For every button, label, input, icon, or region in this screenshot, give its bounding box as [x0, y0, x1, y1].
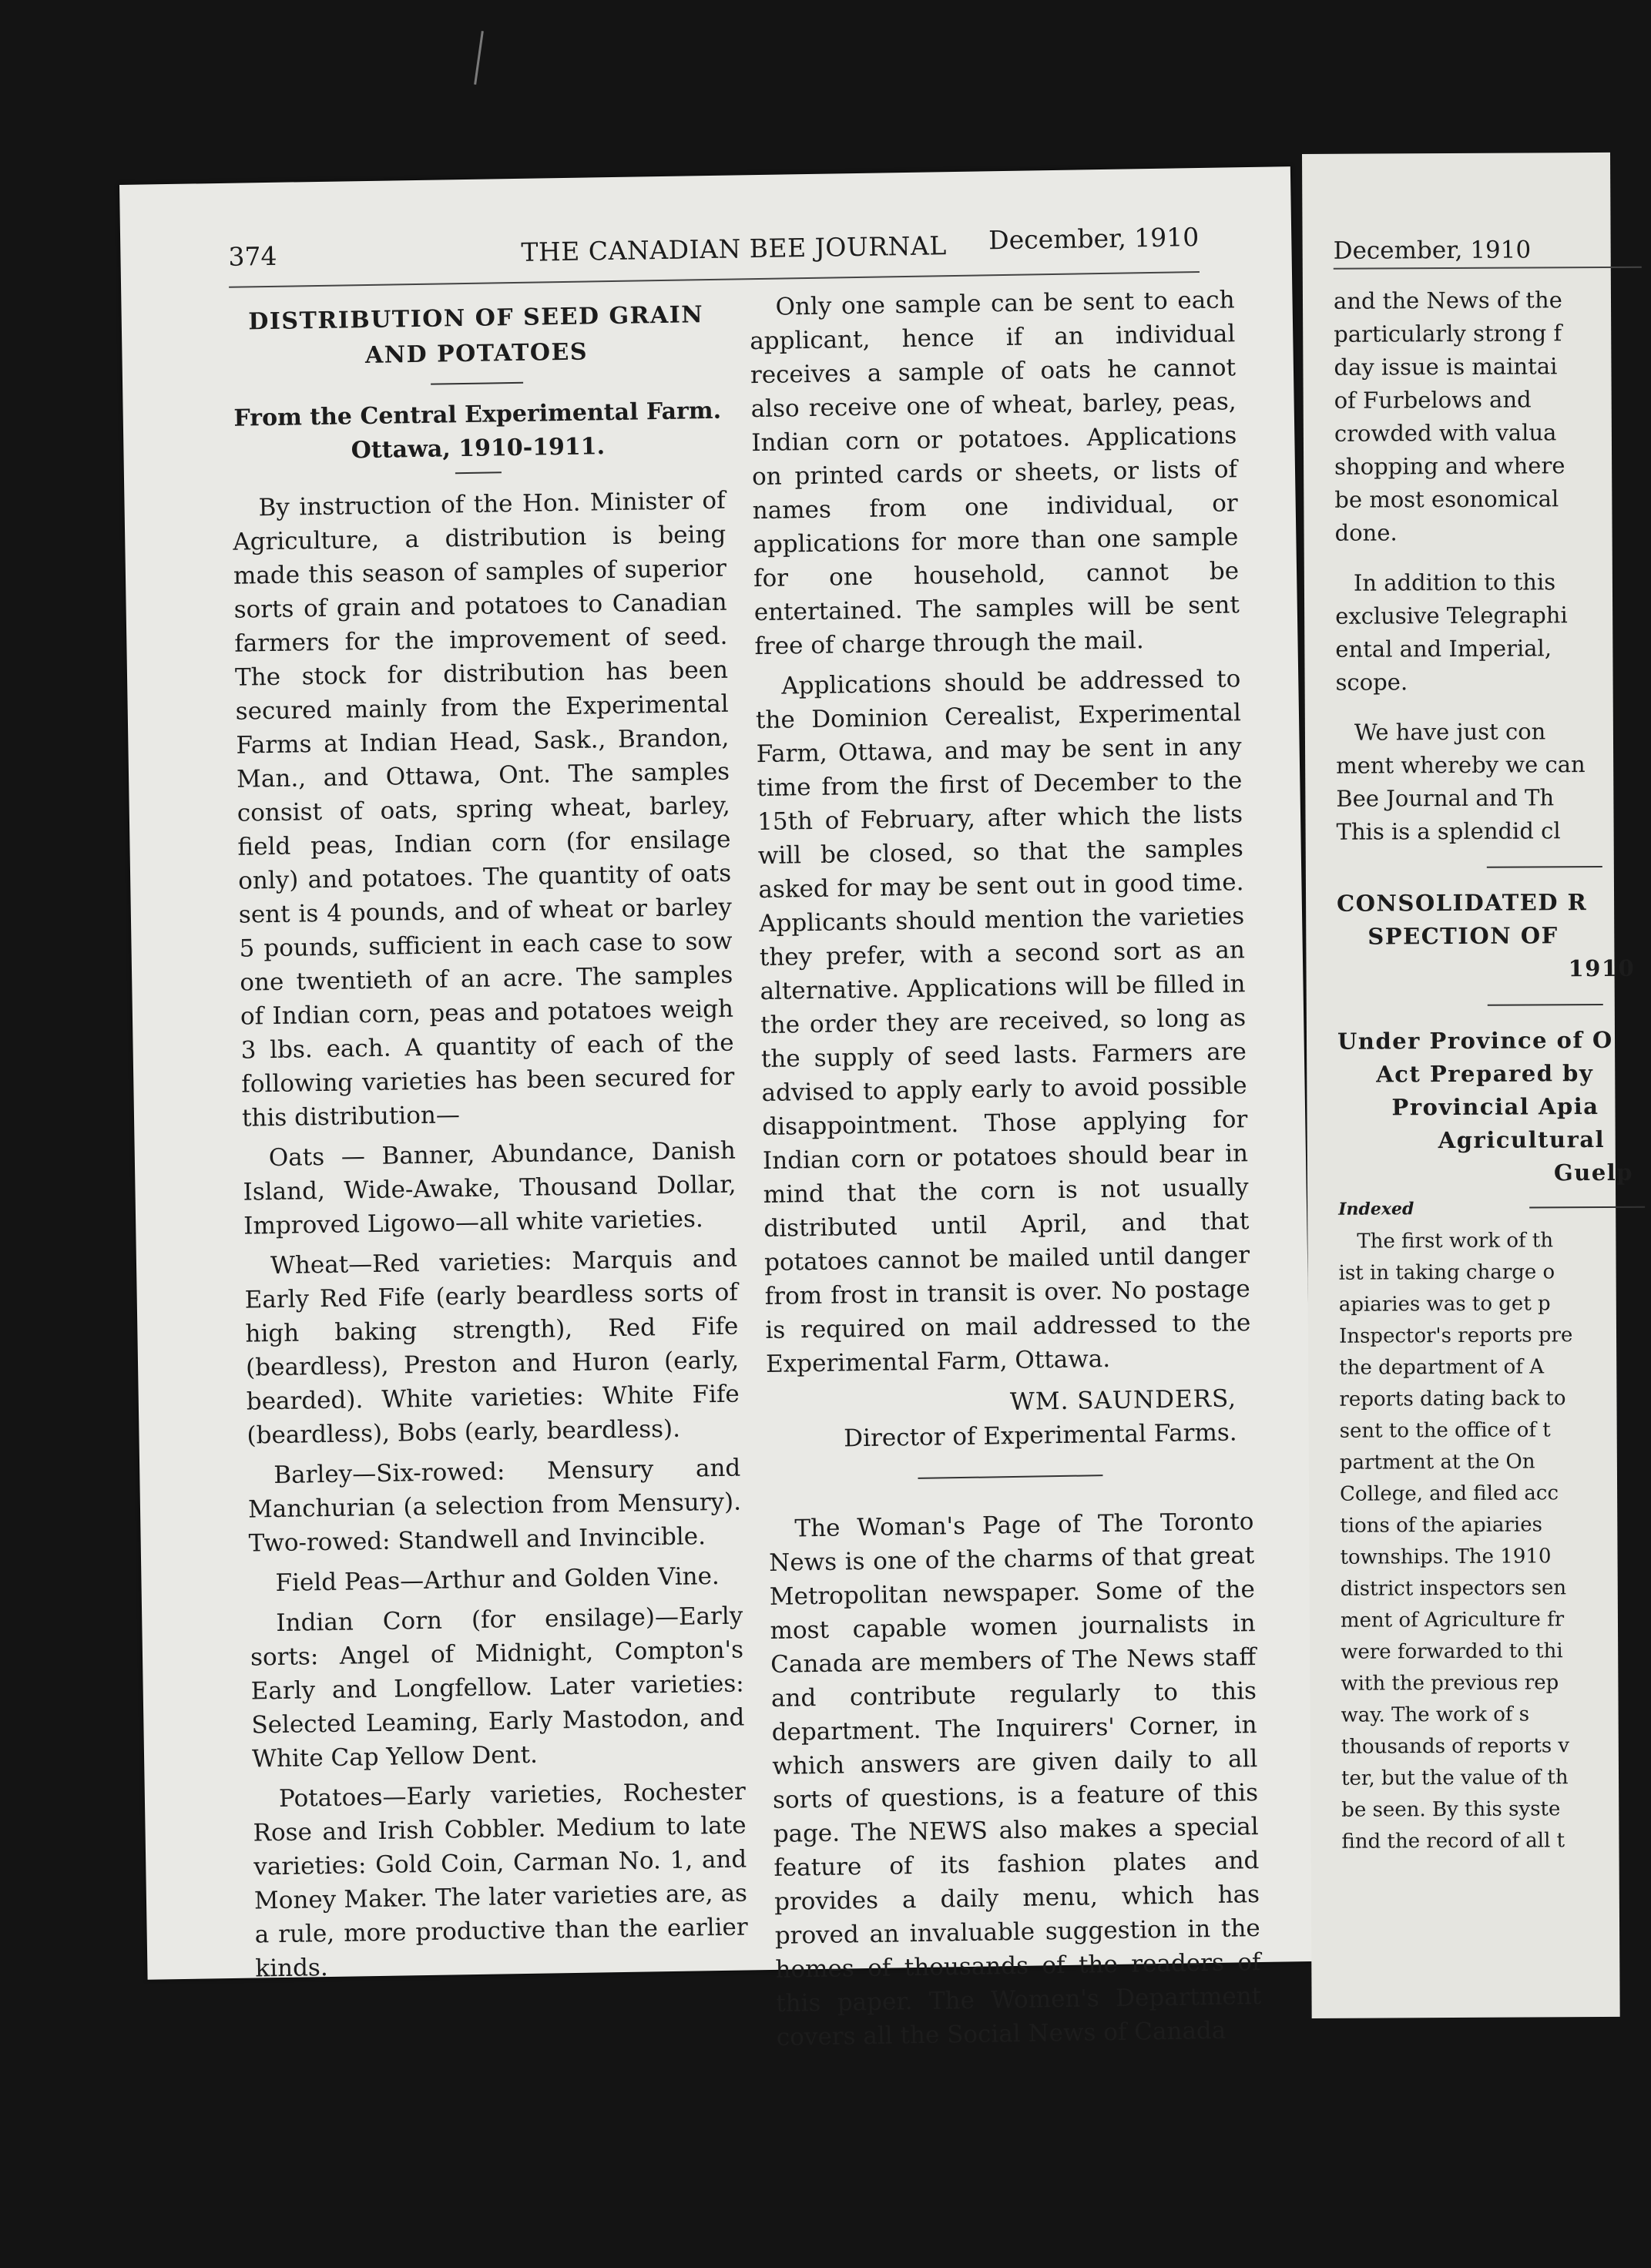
text-line: ment of Agriculture fr [1340, 1608, 1565, 1632]
left-column [229, 291, 748, 1992]
paragraph: Applications should be addressed to the Dominion Cerealist, Experimental Farm, Ottawa, and may be sent in any time from the first of December to the 15th of February, after which the lists will be closed, so that the samples asked for may be sent out in good time. Applicants should mention the varieties they prefer, with a second sort as an alternative. Applications will be filled in the order they are received, so long as the supply of seed lasts. Farmers are advised to apply early to avoid possible disappointment. Those applying for Indian corn or potatoes should bear in mind that the corn is not usually distributed until April, and that potatoes cannot be mailed until danger from frost in transit is over. No postage is required on mail addressed to the Experimental Farm, Ottawa. [755, 665, 1251, 1379]
headline-line: AND POTATOES [364, 338, 589, 370]
divider [1529, 1206, 1645, 1209]
text-line: reports dating back to [1339, 1387, 1566, 1411]
article-headline [229, 297, 723, 376]
signature-title: Director of Experimental Farms. [843, 1418, 1237, 1453]
text-line: sent to the office of t [1339, 1418, 1551, 1443]
text-line: were forwarded to thi [1341, 1639, 1563, 1664]
text-line: shopping and where [1334, 452, 1565, 480]
text-line: be seen. By this syste [1341, 1797, 1561, 1822]
heading-line: SPECTION OF [1367, 922, 1559, 950]
subhead-line: Guelp [1553, 1159, 1634, 1186]
text-line: the department of A [1339, 1355, 1545, 1380]
text-line: College, and filed acc [1340, 1481, 1559, 1506]
divider [1488, 1004, 1603, 1006]
text-line: This is a splendid cl [1336, 817, 1561, 845]
text-line: In addition to this [1353, 569, 1556, 596]
text-line: and the News of the [1333, 287, 1562, 314]
issue-date: December, 1910 [988, 222, 1200, 256]
paragraph: Wheat—Red varieties: Marquis and Early Red Fife (early beardless sorts of high baking strength), Red Fife (beardless), Preston and Huron (early, bearded). White varieties: White Fife (beardless), Bobs (early, beardless). [244, 1244, 740, 1450]
text-line: ter, but the value of th [1341, 1766, 1569, 1790]
paragraph: Barley—Six-rowed: Mensury and Manchurian (a selection from Mensury). Two-rowed: Standwell and Invincible. [247, 1454, 742, 1558]
header-rule [1334, 267, 1642, 270]
text-line: ist in taking charge o [1338, 1260, 1555, 1285]
divider [1487, 866, 1602, 868]
text-line: partment at the On [1339, 1450, 1535, 1475]
text-line: particularly strong f [1334, 320, 1562, 347]
divider [455, 471, 502, 474]
subhead-line: Agricultural [1438, 1126, 1606, 1154]
paragraph: Only one sample can be sent to each applicant, hence if an individual receives a sample of oats he cannot also receive one of wheat, barley, peas, Indian corn or potatoes. Applications on printed cards or sheets, or lists of names from one individual, or applications for more than one sample for one household, cannot be entertained. The samples will be sent free of charge through the mail. [750, 286, 1240, 661]
text-line: We have just con [1354, 718, 1546, 746]
text-line: crowded with valua [1334, 419, 1557, 447]
right-column [749, 283, 1262, 2061]
signature: WM. SAUNDERS, [1009, 1384, 1237, 1417]
spacer [1336, 698, 1644, 716]
indexed-stamp: Indexed [1338, 1199, 1414, 1220]
text-line: be most esonomical [1334, 485, 1559, 513]
scan-artifact [474, 31, 484, 85]
text-line: The first work of th [1357, 1229, 1554, 1253]
text-line: with the previous rep [1341, 1671, 1559, 1696]
text-line: find the record of all t [1341, 1829, 1565, 1854]
text-line: apiaries was to get p [1338, 1292, 1551, 1317]
headline-line: DISTRIBUTION OF SEED GRAIN [248, 301, 704, 336]
text-line: scope. [1335, 669, 1408, 696]
text-line: of Furbelows and [1334, 386, 1532, 414]
text-line: done. [1334, 519, 1398, 546]
text-line: Inspector's reports pre [1338, 1324, 1573, 1348]
paragraph: Indian Corn (for ensilage)—Early sorts: Angel of Midnight, Compton's Early and Longfellow. Later varieties: Selected Leaming, Early Mastodon, and White Cap Yellow Dent. [250, 1602, 745, 1773]
text-line: thousands of reports v [1341, 1734, 1570, 1759]
right-page [1302, 153, 1636, 2018]
subhead-line: Provincial Apia [1391, 1092, 1599, 1121]
right-page-column [1334, 284, 1650, 1858]
issue-date: December, 1910 [1333, 236, 1532, 265]
paragraph: By instruction of the Hon. Minister of Agriculture, a distribution is being made this season of samples of superior sorts of grain and potatoes to Canadian farmers for the improvement of seed. The stock for distribution has been secured mainly from the Experimental Farms at Indian Head, Sask., Brandon, Man., and Ottawa, Ont. The samples consist of oats, spring wheat, barley, field peas, Indian corn (for ensilage only) and potatoes. The quantity of oats sent is 4 pounds, and of wheat or barley 5 pounds, sufficient in each case to sow one twentieth of an acre. The samples of Indian corn, peas and potatoes weigh 3 lbs. each. A quantity of each of the following varieties has been secured for this distribution— [233, 486, 735, 1132]
text-line: ment whereby we can [1336, 751, 1586, 779]
text-line: exclusive Telegraphi [1335, 602, 1568, 629]
journal-title: THE CANADIAN BEE JOURNAL [521, 230, 948, 267]
subhead-line: From the Central Experimental Farm. [233, 397, 722, 432]
paragraph: The Woman's Page of The Toronto News is one of the charms of that great Metropolitan newspaper. Some of the most capable women journalists in Canada are members of The News staff and contribute regularly to this department. The Inquirers' Corner, in which answers are given daily to all sorts of questions, is a feature of this page. The NEWS also makes a special feature of its fashion plates and provides a daily menu, which has proved an invaluable suggestion in the homes of thousands of the readers of this paper. The Women's Department covers all the Social News of Canada [768, 1508, 1262, 2052]
text-line: tions of the apiaries [1340, 1513, 1542, 1538]
paragraph: Oats — Banner, Abundance, Danish Island, Wide-Awake, Thousand Dollar, Improved Ligowo—all white varieties. [243, 1136, 737, 1240]
heading-line: 1910 [1568, 955, 1636, 982]
text-line: Bee Journal and Th [1336, 784, 1555, 812]
article-subhead [230, 394, 724, 470]
subhead-line: Under Province of O [1337, 1026, 1613, 1055]
heading-line: CONSOLIDATED R [1337, 889, 1588, 917]
text-line: ental and Imperial, [1335, 635, 1552, 663]
subhead-line: Act Prepared by [1376, 1060, 1594, 1088]
spacer [1335, 549, 1643, 567]
divider [431, 382, 523, 385]
text-line: way. The work of s [1341, 1703, 1530, 1727]
paragraph: Potatoes—Early varieties, Rochester Rose and Irish Cobbler. Medium to late varieties: Gold Coin, Carman No. 1, and Money Maker. The later varieties are, as a rule, more productive than the earlier kinds. [253, 1777, 748, 1983]
subhead-line: Ottawa, 1910-1911. [351, 433, 606, 465]
left-page [119, 166, 1318, 2052]
divider [918, 1475, 1102, 1479]
page-header [228, 222, 1200, 274]
text-line: day issue is maintai [1334, 353, 1558, 381]
text-line: townships. The 1910 [1340, 1545, 1552, 1569]
text-line: district inspectors sen [1340, 1576, 1567, 1601]
page-number: 374 [228, 240, 277, 272]
paragraph: Field Peas—Arthur and Golden Vine. [275, 1562, 720, 1598]
